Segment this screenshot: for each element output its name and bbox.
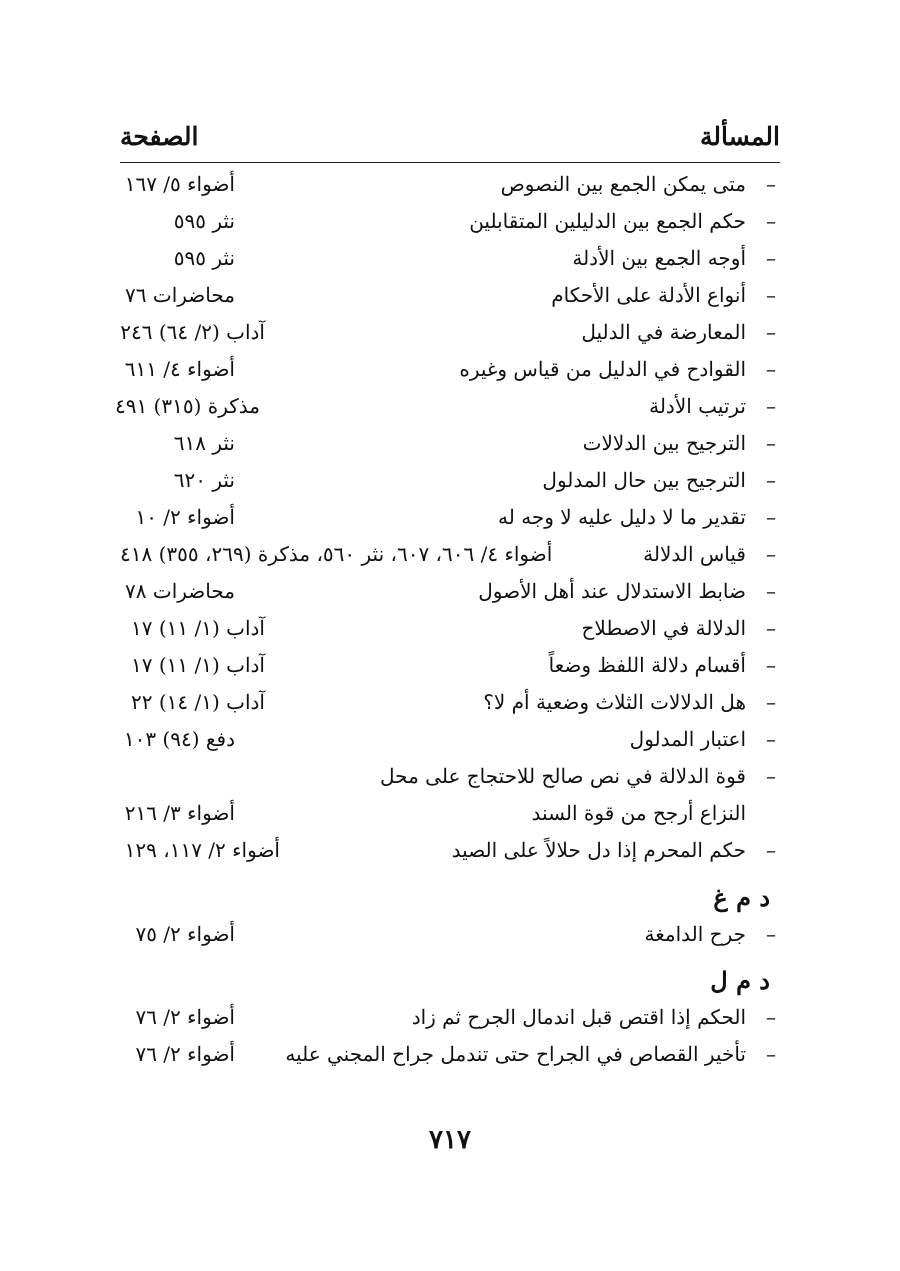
entry-topic: قوة الدلالة في نص صالح للاحتجاج على محل (380, 764, 746, 788)
entry-reference: نثر ٥٩٥ (173, 209, 235, 233)
header-divider (120, 162, 780, 163)
entry-reference: أضواء ٥/ ١٦٧ (124, 172, 235, 196)
entry-dash: – (766, 616, 776, 640)
entry-topic: أقسام دلالة اللفظ وضعاً (548, 653, 746, 677)
index-entry (120, 357, 780, 395)
entry-topic: الترجيح بين الدلالات (582, 431, 746, 455)
entry-dash: – (766, 542, 776, 566)
entry-dash: – (766, 246, 776, 270)
index-entry (120, 172, 780, 210)
entry-dash: – (766, 727, 776, 751)
entry-reference: أضواء ٢/ ١١٧، ١٢٩ (124, 838, 280, 862)
entry-reference: أضواء ٢/ ٧٦ (135, 1005, 235, 1029)
index-entry (120, 505, 780, 543)
entry-reference: آداب (١/ ١١) ١٧ (130, 616, 265, 640)
entry-reference: دفع (٩٤) ١٠٣ (123, 727, 235, 751)
entry-topic: تقدير ما لا دليل عليه لا وجه له (498, 505, 746, 529)
index-entry (120, 468, 780, 506)
entry-reference: أضواء ٣/ ٢١٦ (124, 801, 235, 825)
entry-dash: – (766, 505, 776, 529)
entry-reference: محاضرات ٧٨ (125, 579, 235, 603)
entry-reference: أضواء ٤/ ٦٠٦، ٦٠٧، نثر ٥٦٠، مذكرة (٢٦٩، ٣٥٥) ٤١٨ (120, 542, 553, 566)
index-entry (114, 394, 780, 432)
entry-dash: – (766, 922, 776, 946)
index-entry (120, 1042, 780, 1080)
entry-topic: متى يمكن الجمع بين النصوص (500, 172, 746, 196)
entry-topic: ضابط الاستدلال عند أهل الأصول (478, 579, 746, 603)
entry-reference: آداب (١/ ١٤) ٢٢ (130, 690, 265, 714)
entry-reference: آداب (١/ ١١) ١٧ (130, 653, 265, 677)
entry-dash: – (766, 579, 776, 603)
index-entry (120, 764, 780, 802)
entry-reference: نثر ٦٢٠ (173, 468, 235, 492)
entry-topic: أنواع الأدلة على الأحكام (551, 283, 746, 307)
section-heading: د م غ (713, 883, 770, 912)
entry-topic: هل الدلالات الثلاث وضعية أم لا؟ (483, 690, 746, 714)
entry-topic: حكم الجمع بين الدليلين المتقابلين (469, 209, 746, 233)
entry-topic: النزاع أرجح من قوة السند (531, 801, 746, 825)
section-heading: د م ل (710, 966, 770, 995)
entry-dash: – (766, 172, 776, 196)
entry-topic: القوادح في الدليل من قياس وغيره (459, 357, 746, 381)
entry-dash: – (766, 1005, 776, 1029)
index-entry (120, 320, 780, 358)
entry-dash: – (766, 468, 776, 492)
topic-column-title: المسألة (700, 122, 780, 151)
entry-reference: أضواء ٢/ ١٠ (135, 505, 235, 529)
entry-topic: اعتبار المدلول (629, 727, 746, 751)
entry-reference: مذكرة (٣١٥) ٤٩١ (114, 394, 260, 418)
entry-topic: أوجه الجمع بين الأدلة (572, 246, 746, 270)
index-entry (120, 431, 780, 469)
column-header (120, 122, 780, 162)
index-entry (120, 690, 780, 728)
index-entry (120, 922, 780, 960)
entry-reference: نثر ٥٩٥ (173, 246, 235, 270)
entry-dash: – (766, 838, 776, 862)
entry-dash: – (766, 690, 776, 714)
index-entry (120, 727, 780, 765)
entry-topic: الترجيح بين حال المدلول (542, 468, 746, 492)
entry-dash: – (766, 394, 776, 418)
entry-dash: – (766, 653, 776, 677)
entry-dash: – (766, 357, 776, 381)
index-entry-continuation (120, 801, 780, 839)
page-number: ٧١٧ (429, 1125, 471, 1155)
entry-topic: المعارضة في الدليل (581, 320, 746, 344)
entry-reference: محاضرات ٧٦ (125, 283, 235, 307)
entry-reference: آداب (٢/ ٦٤) ٢٤٦ (120, 320, 265, 344)
entry-reference: أضواء ٤/ ٦١١ (124, 357, 235, 381)
entry-topic: ترتيب الأدلة (649, 394, 746, 418)
entry-dash: – (766, 283, 776, 307)
entry-reference: نثر ٦١٨ (173, 431, 235, 455)
entry-topic: الحكم إذا اقتص قبل اندمال الجرح ثم زاد (411, 1005, 746, 1029)
entry-topic: حكم المحرم إذا دل حلالاً على الصيد (451, 838, 746, 862)
entry-topic: الدلالة في الاصطلاح (581, 616, 746, 640)
index-entry (120, 653, 780, 691)
entry-topic: جرح الدامغة (644, 922, 746, 946)
entry-reference: أضواء ٢/ ٧٦ (135, 1042, 235, 1066)
index-entry (120, 838, 780, 876)
entry-dash: – (766, 764, 776, 788)
page-column-title: الصفحة (120, 122, 199, 151)
index-entry (120, 283, 780, 321)
entry-dash: – (766, 320, 776, 344)
entry-dash: – (766, 431, 776, 455)
entry-reference: أضواء ٢/ ٧٥ (135, 922, 235, 946)
entry-dash: – (766, 1042, 776, 1066)
entry-dash: – (766, 209, 776, 233)
entry-topic: تأخير القصاص في الجراح حتى تندمل جراح المجني عليه (285, 1042, 746, 1066)
index-entry (120, 246, 780, 284)
index-entry (120, 1005, 780, 1043)
index-entry (120, 209, 780, 247)
index-entry (120, 579, 780, 617)
entry-topic: قياس الدلالة (643, 542, 746, 566)
index-entry (120, 542, 780, 580)
index-entry (120, 616, 780, 654)
